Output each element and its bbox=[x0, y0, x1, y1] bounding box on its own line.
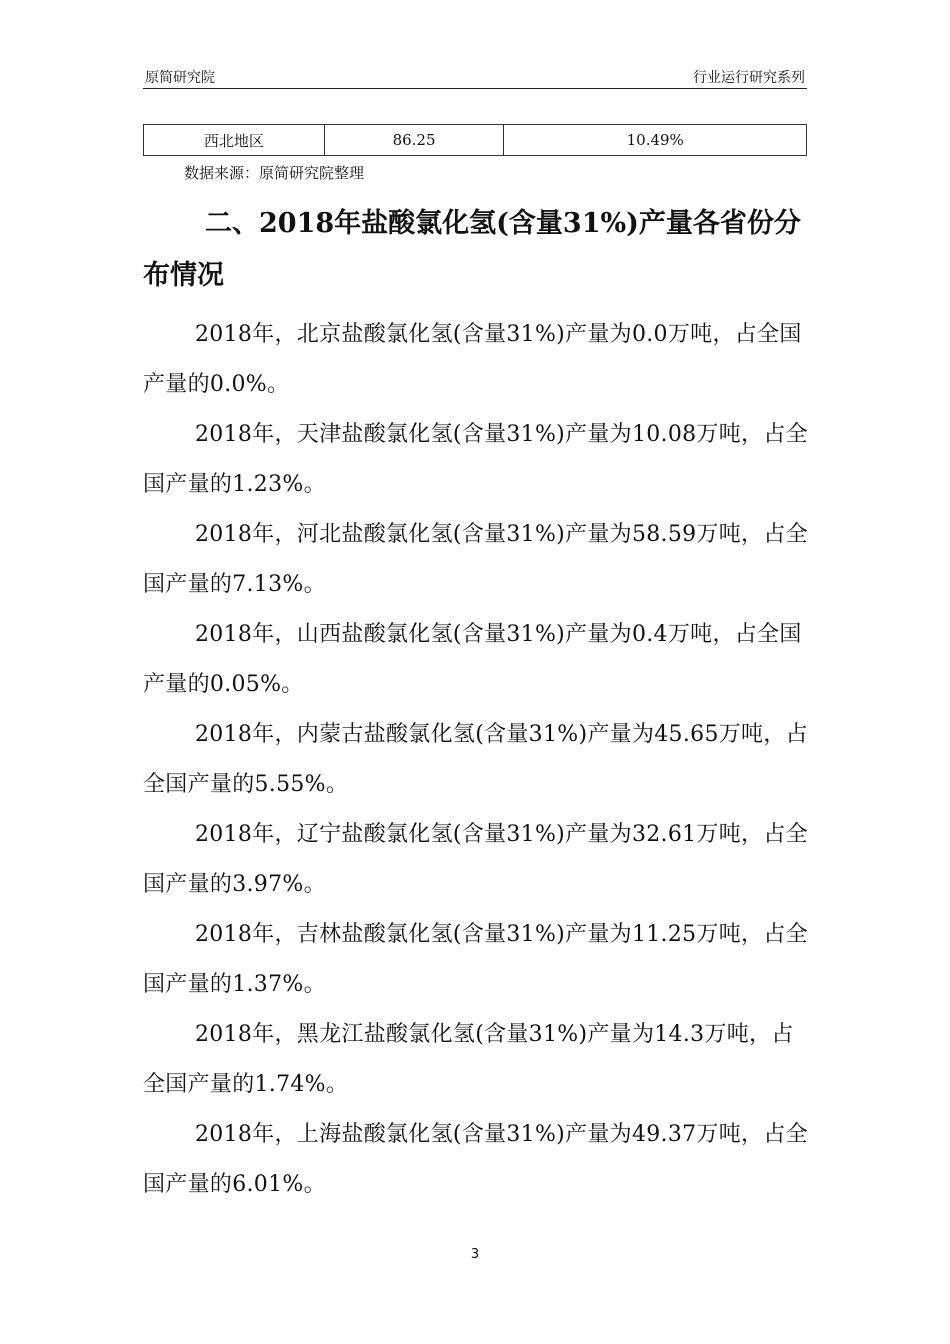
header-org-name: 原简研究院 bbox=[145, 70, 215, 86]
body-paragraphs bbox=[143, 310, 813, 1210]
page-header bbox=[143, 64, 807, 89]
source-note: 数据来源：原简研究院整理 bbox=[184, 164, 365, 182]
table-cell-value: 86.25 bbox=[324, 125, 504, 156]
table-row bbox=[144, 125, 807, 156]
paragraph: 2018年，天津盐酸氯化氢(含量31%)产量为10.08万吨，占全国产量的1.23%。 bbox=[143, 422, 808, 497]
header-series-name: 行业运行研究系列 bbox=[693, 70, 805, 86]
paragraph: 2018年，上海盐酸氯化氢(含量31%)产量为49.37万吨，占全国产量的6.01%。 bbox=[143, 1122, 808, 1197]
table-cell-region: 西北地区 bbox=[144, 125, 325, 156]
paragraph: 2018年，黑龙江盐酸氯化氢(含量31%)产量为14.3万吨，占全国产量的1.74%。 bbox=[143, 1022, 794, 1097]
table-cell-share: 10.49% bbox=[504, 125, 807, 156]
paragraph: 2018年，内蒙古盐酸氯化氢(含量31%)产量为45.65万吨，占全国产量的5.55%。 bbox=[143, 722, 808, 797]
region-table-tail bbox=[143, 124, 807, 156]
section-title: 二、2018年盐酸氯化氢(含量31%)产量各省份分布情况 bbox=[143, 208, 801, 291]
paragraph: 2018年，山西盐酸氯化氢(含量31%)产量为0.4万吨，占全国产量的0.05%。 bbox=[143, 622, 802, 697]
paragraph: 2018年，北京盐酸氯化氢(含量31%)产量为0.0万吨，占全国产量的0.0%。 bbox=[143, 322, 802, 397]
page-number: 3 bbox=[470, 1247, 480, 1262]
paragraph: 2018年，吉林盐酸氯化氢(含量31%)产量为11.25万吨，占全国产量的1.37%。 bbox=[143, 922, 808, 997]
paragraph: 2018年，河北盐酸氯化氢(含量31%)产量为58.59万吨，占全国产量的7.13%。 bbox=[143, 522, 808, 597]
paragraph: 2018年，辽宁盐酸氯化氢(含量31%)产量为32.61万吨，占全国产量的3.97%。 bbox=[143, 822, 808, 897]
